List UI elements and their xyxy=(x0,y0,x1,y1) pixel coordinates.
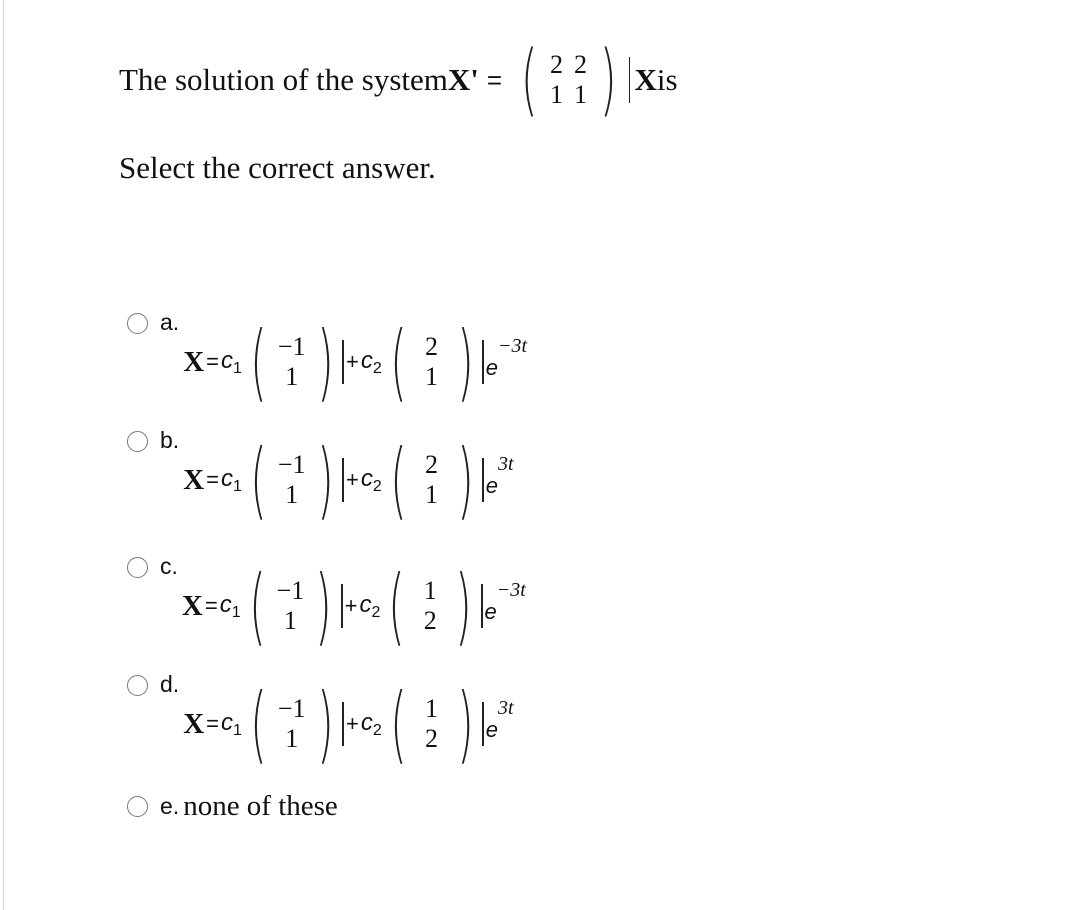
vector-1: ( −1 1 ) xyxy=(248,557,332,655)
vector-2: ( 2 1 ) xyxy=(389,431,474,529)
option-a[interactable] xyxy=(127,308,528,411)
plus-sign: + xyxy=(345,467,359,492)
exponential: e 3t xyxy=(485,453,514,498)
vector-2: ( 2 1 ) xyxy=(389,313,474,411)
matrix-cell: 2 xyxy=(574,50,588,79)
vector-entry: −1 xyxy=(277,332,306,362)
x-vector: X xyxy=(183,345,205,378)
vector-entry: 1 xyxy=(425,362,439,391)
constant-c1: $c_1$ xyxy=(221,346,242,377)
option-b[interactable] xyxy=(127,426,514,529)
radio-button[interactable] xyxy=(127,431,148,452)
vector-entry: −1 xyxy=(276,576,305,606)
right-paren: ) xyxy=(599,35,617,125)
exponential: e −3t xyxy=(484,579,526,624)
question-tail: is xyxy=(656,62,678,97)
constant-c2: $c_2$ xyxy=(359,590,381,621)
matrix-cell: 1 xyxy=(550,80,564,109)
coefficient-matrix xyxy=(514,35,623,125)
vector-entry: 1 xyxy=(423,576,437,606)
x-vector: X xyxy=(183,463,205,496)
vector-entry: −1 xyxy=(277,450,306,480)
option-d[interactable] xyxy=(127,670,514,773)
vector-1: ( −1 1 ) xyxy=(250,675,334,773)
left-border xyxy=(3,0,4,910)
exponential: e −3t xyxy=(485,335,528,380)
constant-c2: $c_2$ xyxy=(360,346,382,377)
vector-entry: 1 xyxy=(425,480,439,509)
vector-entry: 1 xyxy=(285,480,299,509)
equals-sign: = xyxy=(204,593,218,618)
select-prompt: Select the correct answer. xyxy=(119,150,436,185)
option-letter: b. xyxy=(160,427,180,453)
vector-entry: 1 xyxy=(283,606,297,635)
exponential: e 3t xyxy=(485,697,514,742)
constant-c2: $c_2$ xyxy=(360,708,382,739)
matrix-cell: 1 xyxy=(574,80,588,109)
option-formula xyxy=(183,431,514,529)
vector-entry: −1 xyxy=(277,694,306,724)
vector-1: ( −1 1 ) xyxy=(250,431,334,529)
x-vector: X xyxy=(183,707,205,740)
equals-sign: = xyxy=(486,64,503,95)
constant-c1: $c_1$ xyxy=(219,590,241,621)
constant-c1: $c_1$ xyxy=(221,464,242,495)
vector-entry: 1 xyxy=(425,694,439,724)
option-text: none of these xyxy=(183,790,338,822)
matrix-bar xyxy=(629,57,631,103)
option-c[interactable] xyxy=(127,552,526,655)
vector-entry: 1 xyxy=(285,724,299,753)
option-formula xyxy=(183,675,514,773)
vector-entry: 2 xyxy=(425,724,439,753)
x-prime: X' xyxy=(447,62,479,97)
x-vector: X xyxy=(634,62,657,97)
x-vector: X xyxy=(181,589,203,622)
question-text xyxy=(119,35,678,125)
vector-entry: 2 xyxy=(423,606,437,635)
matrix-cell: 2 xyxy=(550,50,564,79)
constant-c1: $c_1$ xyxy=(221,708,242,739)
option-e[interactable] xyxy=(127,790,338,823)
option-formula xyxy=(181,557,526,655)
vector-entry: 2 xyxy=(425,332,439,362)
plus-sign: + xyxy=(344,593,358,618)
equals-sign: = xyxy=(206,467,219,492)
radio-button[interactable] xyxy=(127,313,148,334)
option-letter: c. xyxy=(160,553,178,579)
vector-entry: 2 xyxy=(425,450,439,480)
radio-button[interactable] xyxy=(127,557,148,578)
plus-sign: + xyxy=(345,349,359,374)
option-formula xyxy=(183,313,528,411)
question-lead: The solution of the system xyxy=(119,62,448,97)
vector-2: ( 1 2 ) xyxy=(388,557,472,655)
vector-entry: 1 xyxy=(285,362,299,391)
radio-button[interactable] xyxy=(127,796,148,817)
left-paren: ( xyxy=(520,35,538,125)
radio-button[interactable] xyxy=(127,675,148,696)
constant-c2: $c_2$ xyxy=(360,464,382,495)
vector-2: ( 1 2 ) xyxy=(389,675,474,773)
equals-sign: = xyxy=(206,349,219,374)
option-letter: a. xyxy=(160,309,180,335)
plus-sign: + xyxy=(345,711,359,736)
equals-sign: = xyxy=(206,711,219,736)
option-letter: e. xyxy=(160,793,180,819)
option-letter: d. xyxy=(160,671,180,697)
vector-1: ( −1 1 ) xyxy=(250,313,334,411)
